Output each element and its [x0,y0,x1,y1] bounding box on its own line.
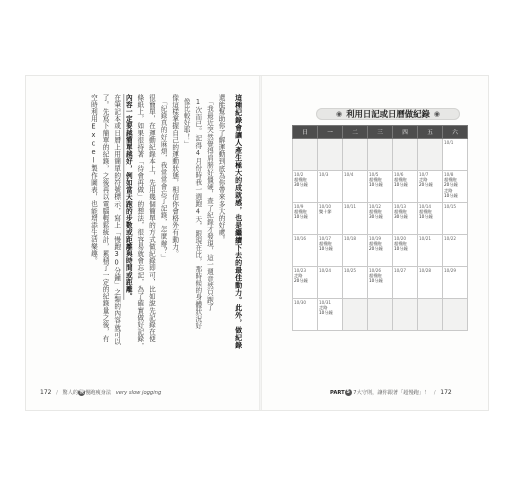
calendar-day-cell [393,203,418,235]
calendar-date: 10/15 [444,204,457,209]
chapter-title: 7大守則，讓你跟著「超慢跑」！ [353,390,430,396]
calendar-entry: 超慢跑 30分鐘 [294,177,308,188]
calendar-day-cell [418,299,443,331]
calendar-day-cell [393,267,418,299]
calendar-day-cell [343,171,368,203]
calendar-day-cell [343,203,368,235]
calendar-entry: 超慢跑 10分鐘 [369,177,383,188]
calendar-day-cell [418,139,443,171]
right-page-number: 172 [440,389,452,396]
calendar-day-cell [293,299,318,331]
calendar-day-cell [368,139,393,171]
calendar-day-cell [393,235,418,267]
calendar-date: 10/6 [394,172,404,177]
calendar-day-cell [293,267,318,299]
body-col-10: 了。先寫下簡單的紀錄，之後再以電腦輕鬆統計，累積了一定的紀錄量之後，有 [101,94,110,343]
part-number-badge: 5 [346,389,350,395]
calendar-week-row [293,203,468,235]
calendar-entry: 超慢跑 20分鐘 走路 10分鐘 [444,177,458,198]
calendar-date: 10/19 [369,236,382,241]
calendar-day-cell [443,171,468,203]
calendar-day-cell [393,139,418,171]
calendar-date: 10/29 [444,268,457,273]
calendar-date: 10/13 [394,204,407,209]
calendar-week-row [293,171,468,203]
calendar-day-cell [418,235,443,267]
calendar-day-cell [393,299,418,331]
calendar-day-cell [293,139,318,171]
calendar-entry: 走路 20分鐘 [294,273,308,284]
calendar-day-cell [368,171,393,203]
calendar-date: 10/16 [294,236,307,241]
calendar-date: 10/17 [319,236,332,241]
calendar-date: 10/12 [369,204,382,209]
calendar-day-cell [293,235,318,267]
calendar-date: 10/25 [344,268,357,273]
calendar-day-cell [318,299,343,331]
calendar-entry: 走路 20分鐘 [419,177,433,188]
calendar-day-cell [343,299,368,331]
calendar-date: 10/4 [344,172,354,177]
weekday-header: 六 [443,126,468,139]
calendar-entry: 走路 10分鐘 [319,305,333,316]
left-heading: 這種紀錄會讓人產生極大的成就感，也是繼續下去的最佳動力。此外，做紀錄 [234,94,243,349]
running-title-rest: 慢跑瘦身法 [85,390,112,396]
weekday-header: 三 [368,126,393,139]
bullet-left-icon: ◉ [336,110,343,118]
left-body [58,94,226,384]
bullet-right-icon: ◉ [433,110,440,118]
weekday-header: 二 [343,126,368,139]
body-col-5: 「紀錄真的好麻煩，我常常會忘了記錄，怎麼辦？」 [159,98,168,262]
calendar-entry: 雙十節 [319,209,332,215]
calendar-date: 10/21 [419,236,432,241]
activity-calendar [292,125,468,331]
body-col-2: 1次而已。記得4月份時我一週跑4天，跟現在比，那時候的身體狀況好 [193,98,202,330]
calendar-day-cell [443,139,468,171]
calendar-day-cell [368,203,393,235]
calendar-day-cell [393,171,418,203]
calendar-day-cell [368,235,393,267]
calendar-date: 10/10 [319,204,332,209]
calendar-entry: 超慢跑 30分鐘 [369,209,383,220]
weekday-header: 一 [318,126,343,139]
calendar-entry: 超慢跑 10分鐘 [294,209,308,220]
body-col-0: 還能幫助你了解運動到底為你帶來多大的好處。 [217,94,225,244]
right-footer: PART 5 7大守則，讓你跟著「超慢跑」！ / 172 [330,389,452,396]
calendar-entry: 超慢跑 10分鐘 [394,241,408,252]
calendar-header-row [293,126,468,139]
calendar-entry: 超慢跑 10分鐘 [319,241,333,252]
calendar-date: 10/11 [344,204,357,209]
calendar-day-cell [318,139,343,171]
calendar-date: 10/31 [319,300,332,305]
calendar-entry: 超慢跑 10分鐘 [419,209,433,220]
left-page-number: 172 [40,389,52,396]
calendar-day-cell [418,171,443,203]
body-col-11: 空時利用Excel製作圖表，也能增添生活樂趣。 [89,94,98,265]
calendar-date: 10/5 [369,172,379,177]
calendar-week-row [293,139,468,171]
calendar-day-cell [443,235,468,267]
calendar-date: 10/28 [419,268,432,273]
running-title-en: very slow jogging [115,390,162,396]
calendar-date: 10/20 [394,236,407,241]
calendar-day-cell [443,267,468,299]
body-col-6: 很簡單，在運動紀錄本上，先用幾個簡單的方式做紀錄即可，比如說先記錄在便 [147,94,156,343]
calendar-day-cell [318,235,343,267]
calendar-date: 10/30 [294,300,307,305]
calendar-entry: 超慢跑 30分鐘 [394,209,408,220]
calendar-entry: 超慢跑 20分鐘 [369,241,383,252]
slow-badge-icon: 慢 [79,389,85,395]
calendar-day-cell [293,171,318,203]
calendar-day-cell [443,299,468,331]
calendar-date: 10/3 [319,172,329,177]
body-col-9: 在筆記本或日曆上用簡單的符號標示，寫上「慢跑30分鐘」之類的內容就可以 [112,94,121,346]
calendar-date: 10/26 [369,268,382,273]
banner-title: 利用日記或日曆做紀錄 [346,109,430,119]
body-col-3: 像比較好耶！」 [182,98,191,148]
book-gutter [259,76,262,410]
calendar-day-cell [418,203,443,235]
body-col-8: 內容一定要越簡單越好，例如當天跑的步數或距離與時間或距離。 [124,94,133,300]
calendar-day-cell [318,171,343,203]
weekday-header: 四 [393,126,418,139]
calendar-date: 10/2 [294,172,304,177]
calendar-date: 10/9 [294,204,304,209]
body-col-4: 像這樣掌握自己的運動狀態，相信你會格外有動力。 [170,94,179,258]
calendar-day-cell [368,267,393,299]
calendar-week-row [293,299,468,331]
calendar-day-cell [368,299,393,331]
calendar-day-cell [318,267,343,299]
weekday-header: 五 [418,126,443,139]
calendar-date: 10/27 [394,268,407,273]
calendar-date: 10/18 [344,236,357,241]
calendar-entry: 超慢跑 10分鐘 [394,177,408,188]
section-banner [316,108,460,120]
calendar-date: 10/23 [294,268,307,273]
calendar-week-row [293,267,468,299]
calendar-week-row [293,235,468,267]
calendar-date: 10/7 [419,172,429,177]
calendar-date: 10/8 [444,172,454,177]
calendar-day-cell [418,267,443,299]
left-footer: 172 / 驚人的慢慢跑瘦身法 very slow jogging [40,389,162,396]
weekday-header: 日 [293,126,318,139]
calendar-entry: 超慢跑 10分鐘 [369,273,383,284]
calendar-day-cell [343,235,368,267]
calendar-date: 10/22 [444,236,457,241]
body-col-1: 「我最近突然覺得肩膀好僵硬，查了紀錄才發現，這一週竟然只跑了 [205,98,214,311]
calendar-date: 10/24 [319,268,332,273]
calendar-day-cell [343,139,368,171]
body-col-7: 條紙上，如果很持著「待會再做」的想法，很容易就會忘記，為了確實做好記錄， [135,94,144,350]
part-label: PART [330,390,345,396]
calendar-day-cell [318,203,343,235]
calendar-date: 10/14 [419,204,432,209]
calendar-day-cell [343,267,368,299]
running-title: 驚人的 [62,390,79,396]
calendar-day-cell [293,203,318,235]
calendar-day-cell [443,203,468,235]
calendar-date: 10/1 [444,140,454,145]
